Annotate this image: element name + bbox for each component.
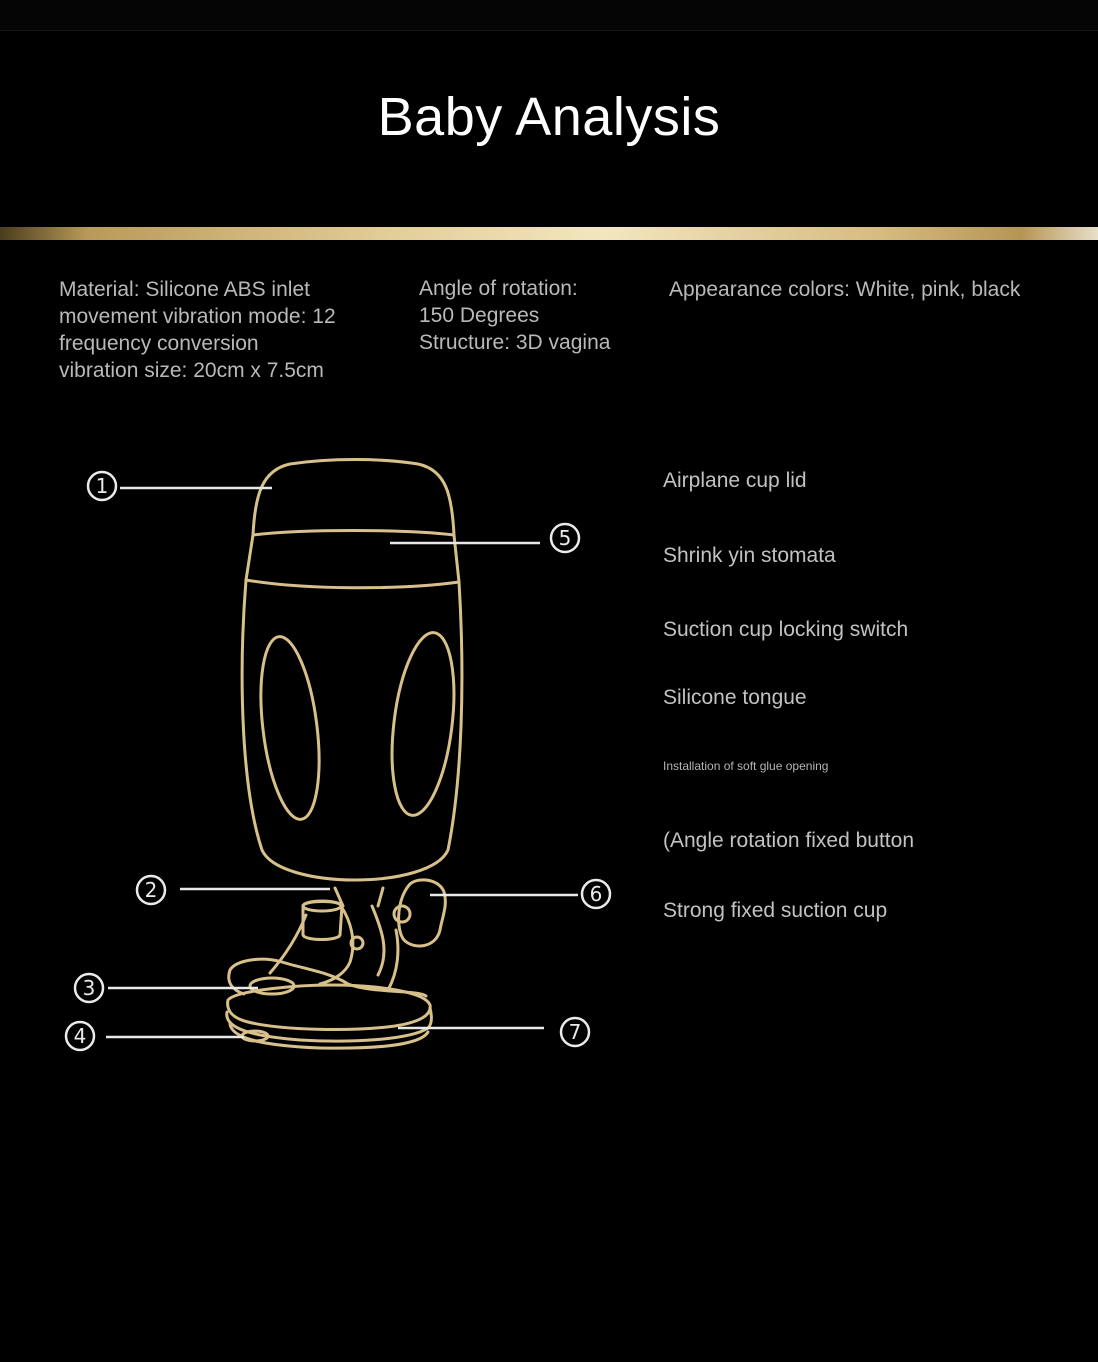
callout-7	[561, 1018, 589, 1046]
spec-line: Material: Silicone ABS inlet	[59, 278, 310, 301]
callout-number: 4	[73, 1024, 87, 1048]
callout-1	[88, 472, 116, 500]
cup-rim-band	[246, 531, 459, 588]
cup-left-window	[252, 633, 328, 822]
legend-item-1: Airplane cup lid	[663, 469, 807, 492]
legend-item-2: Shrink yin stomata	[663, 544, 836, 567]
callout-number: 5	[558, 526, 572, 550]
base-plate-front	[229, 970, 244, 994]
callout-6	[582, 880, 610, 908]
spec-line: vibration size: 20cm x 7.5cm	[59, 359, 324, 382]
suction-cup-top-layer	[228, 985, 431, 1029]
callout-5	[551, 524, 579, 552]
cup-lid-outline	[253, 460, 454, 536]
callout-2	[137, 876, 165, 904]
legend-item-4: Silicone tongue	[663, 686, 807, 709]
spec-line: Angle of rotation:	[419, 277, 578, 300]
spec-line: movement vibration mode: 12	[59, 305, 336, 328]
spec-line: frequency conversion	[59, 332, 259, 355]
locking-switch-top	[303, 901, 341, 911]
legend-item-5: Installation of soft glue opening	[663, 759, 829, 773]
legend-item-6: (Angle rotation fixed button	[663, 829, 914, 852]
spec-line: 150 Degrees	[419, 304, 540, 327]
cup-right-window	[383, 629, 463, 819]
legend-item-7: Strong fixed suction cup	[663, 899, 888, 922]
locking-switch-cylinder	[303, 902, 342, 940]
rotation-knob	[399, 880, 446, 946]
spec-line: Structure: 3D vagina	[419, 331, 611, 354]
leader-lines	[106, 488, 578, 1037]
knob-pivot	[394, 906, 410, 922]
callout-number: 3	[82, 976, 96, 1000]
callout-number: 6	[589, 882, 603, 906]
callout-4	[66, 1022, 94, 1050]
callout-number: 2	[144, 878, 158, 902]
cup-neck	[335, 888, 383, 906]
spec-line: Appearance colors: White, pink, black	[669, 278, 1021, 301]
callout-markers	[66, 472, 610, 1050]
callout-number: 7	[568, 1020, 582, 1044]
callout-number: 1	[95, 474, 109, 498]
cup-body-outline	[242, 580, 462, 880]
callout-3	[75, 974, 103, 1002]
page-title: Baby Analysis	[377, 87, 721, 147]
legend-item-3: Suction cup locking switch	[663, 618, 909, 641]
device-outline	[227, 460, 463, 1049]
